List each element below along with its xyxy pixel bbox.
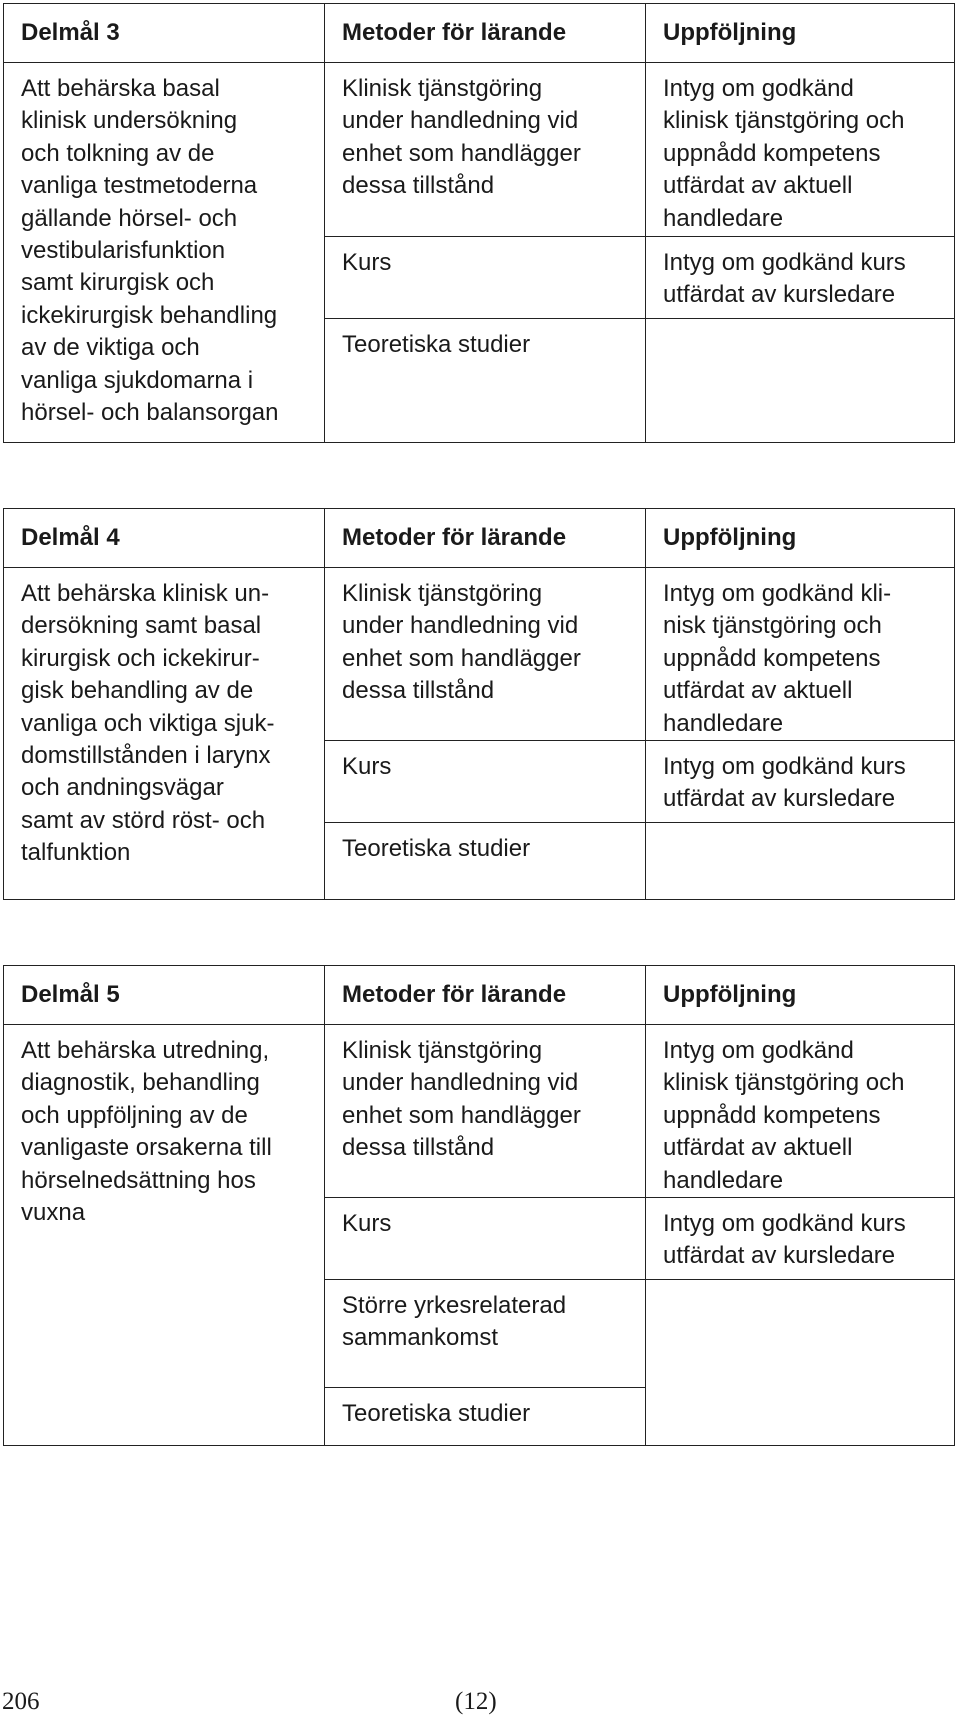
goal-table-delmal-4	[3, 508, 955, 900]
page-number: 206	[2, 1688, 40, 1715]
header-methods: Metoder för lärande	[325, 966, 646, 1024]
method-cell: Större yrkesrelaterad sammankomst	[325, 1280, 645, 1388]
followup-column	[646, 63, 954, 442]
methods-column	[325, 1025, 646, 1445]
method-cell: Klinisk tjänstgöring under handledning vid enhet som handlägger dessa tillstånd	[325, 63, 645, 237]
followup-column	[646, 1025, 954, 1445]
goal-description: Att behärska klinisk un- dersökning samt basal kirurgisk och ickekirur- gisk behandling av de vanliga och viktiga sjuk- domstillstånden i larynx och andningsvägar samt av störd röst- och talfunktion	[4, 568, 325, 899]
table-header	[4, 966, 954, 1025]
goal-description: Att behärska utredning, diagnostik, behandling och uppföljning av de vanligaste orsakerna till hörselnedsättning hos vuxna	[4, 1025, 325, 1445]
method-cell: Teoretiska studier	[342, 1400, 531, 1427]
followup-cell: Intyg om godkänd kurs utfärdat av kursledare	[646, 1198, 954, 1280]
followup-cell: Intyg om godkänd kurs utfärdat av kursledare	[646, 741, 954, 823]
page-label: (12)	[455, 1688, 497, 1715]
methods-column	[325, 568, 646, 899]
methods-column	[325, 63, 646, 442]
goal-description: Att behärska basal klinisk undersökning och tolkning av de vanliga testmetoderna gällande hörsel- och vestibularisfunktion samt kirurgisk och ickekirurgisk behandling av de viktiga och vanliga sjukdomarna i hörsel- och balansorgan	[4, 63, 325, 442]
header-methods: Metoder för lärande	[325, 4, 646, 62]
method-cell: Teoretiska studier	[342, 835, 531, 862]
header-goal: Delmål 4	[4, 509, 325, 567]
method-cell: Klinisk tjänstgöring under handledning vid enhet som handlägger dessa tillstånd	[325, 1025, 645, 1198]
method-cell: Kurs	[325, 237, 645, 319]
method-cell: Kurs	[325, 741, 645, 823]
method-cell: Kurs	[325, 1198, 645, 1280]
method-cell: Teoretiska studier	[342, 331, 531, 358]
header-followup: Uppföljning	[663, 19, 797, 46]
header-followup: Uppföljning	[663, 981, 797, 1008]
header-goal: Delmål 5	[4, 966, 325, 1024]
followup-cell: Intyg om godkänd klinisk tjänstgöring och uppnådd kompetens utfärdat av aktuell handledare	[646, 63, 954, 237]
table-header	[4, 4, 954, 63]
header-methods: Metoder för lärande	[325, 509, 646, 567]
followup-cell: Intyg om godkänd kurs utfärdat av kursledare	[646, 237, 954, 319]
followup-column	[646, 568, 954, 899]
followup-cell	[646, 823, 954, 845]
header-goal: Delmål 3	[4, 4, 325, 62]
header-followup: Uppföljning	[663, 524, 797, 551]
table-header	[4, 509, 954, 568]
goal-table-delmal-5	[3, 965, 955, 1446]
followup-cell: Intyg om godkänd kli- nisk tjänstgöring och uppnådd kompetens utfärdat av aktuell handledare	[646, 568, 954, 741]
method-cell: Klinisk tjänstgöring under handledning vid enhet som handlägger dessa tillstånd	[325, 568, 645, 741]
followup-cell	[646, 319, 954, 341]
goal-table-delmal-3	[3, 3, 955, 443]
followup-cell	[646, 1280, 954, 1302]
followup-cell: Intyg om godkänd klinisk tjänstgöring och uppnådd kompetens utfärdat av aktuell handledare	[646, 1025, 954, 1198]
